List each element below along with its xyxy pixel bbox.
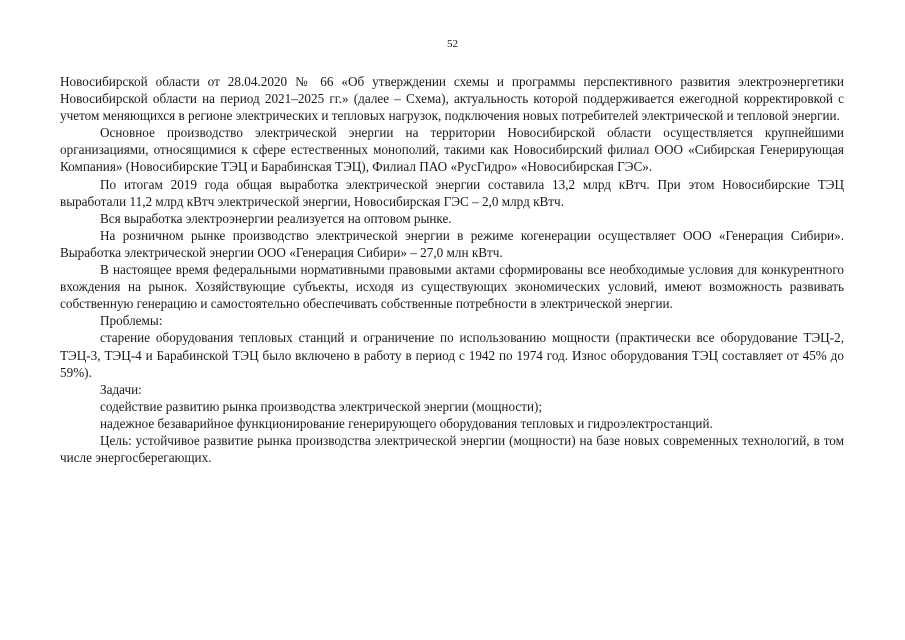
tasks-heading: Задачи:: [100, 381, 142, 397]
problems-heading: Проблемы:: [100, 313, 163, 329]
paragraph-main-production: Основное производство электрической энергии на территории Новосибирской области осуществляется крупнейшими организациями, относящимися к сфере естественных монополий, такими как Новосибирский филиал ООО «Сибирская Генерирующая Компания» (Новосибирские ТЭЦ и Барабинская ТЭЦ), Филиал ПАО «РусГидро» «Новосибирская ГЭС».: [60, 125, 844, 175]
problem-item-aging-equipment: старение оборудования тепловых станций и ограничение по использованию мощности (практически все оборудование ТЭЦ-2, ТЭЦ-3, ТЭЦ-4 и Барабинской ТЭЦ было включено в работу в период с 1942 по 1974 год. Износ оборудования ТЭЦ составляет от 45% до 59%).: [60, 330, 844, 380]
page-number: 52: [447, 38, 458, 50]
task-item-market-development: содействие развитию рынка производства электрической энергии (мощности);: [100, 398, 543, 414]
goal-statement: Цель: устойчивое развитие рынка производства электрической энергии (мощности) на базе новых современных технологий, в том числе энергосберегающих.: [60, 432, 844, 466]
paragraph-retail-market: На розничном рынке производство электрической энергии в режиме когенерации осуществляет ООО «Генерация Сибири». Выработка электрической энергии ООО «Генерация Сибири» – 27,0 млн кВтч.: [60, 227, 844, 260]
paragraph-regulatory-conditions: В настоящее время федеральными нормативными правовыми актами сформированы все необходимые условия для конкурентного вхождения на рынок. Хозяйствующие субъекты, исходя из существующих экономических условий, имеют возможность развивать собственную генерацию и самостоятельно обеспечивать собственные потребности в электрической энергии.: [60, 262, 844, 312]
task-item-reliable-operation: надежное безаварийное функционирование генерирующего оборудования тепловых и гидроэлектростанций.: [100, 415, 713, 431]
paragraph-wholesale-market: Вся выработка электроэнергии реализуется на оптовом рынке.: [100, 210, 452, 226]
paragraph-scheme-reference: Новосибирской области от 28.04.2020 № 66 «Об утверждении схемы и программы перспективного развития электроэнергетики Новосибирской области на период 2021–2025 гг.» (далее – Схема), актуальность которой поддерживается ежегодной корректировкой с учетом меняющихся в регионе электрических и тепловых нагрузок, подключения новых потребителей электрической и тепловой энергии.: [60, 74, 844, 124]
paragraph-2019-output: По итогам 2019 года общая выработка электрической энергии составила 13,2 млрд кВтч. При этом Новосибирские ТЭЦ выработали 11,2 млрд кВтч электрической энергии, Новосибирская ГЭС – 2,0 млрд кВтч.: [60, 176, 844, 209]
document-body: [60, 73, 844, 466]
